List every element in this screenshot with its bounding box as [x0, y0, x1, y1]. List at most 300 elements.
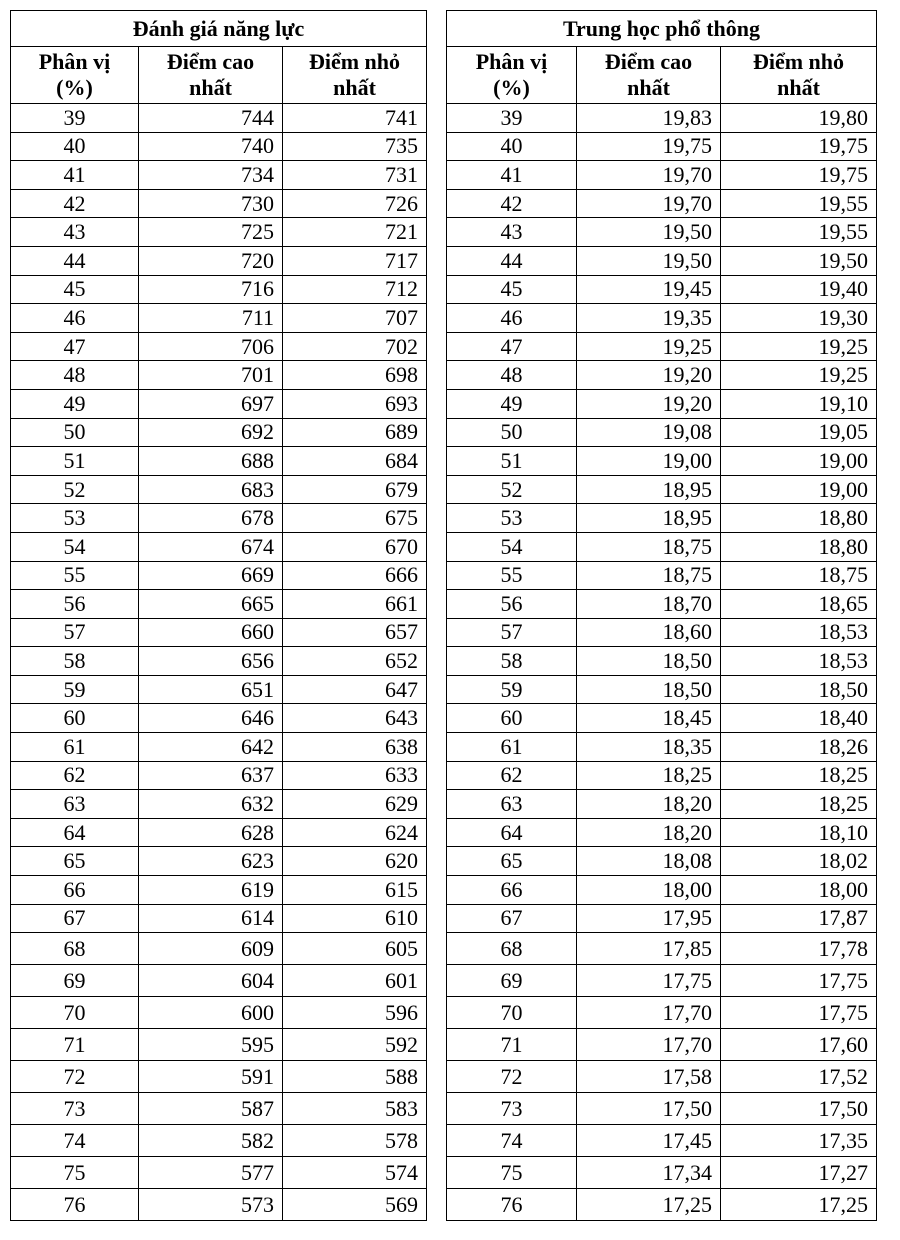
max-score-cell: 17,45 — [577, 1125, 721, 1157]
table-row — [447, 189, 877, 218]
max-score-cell: 660 — [139, 618, 283, 647]
percentile-cell: 56 — [11, 590, 139, 619]
max-score-cell: 678 — [139, 504, 283, 533]
table-row — [447, 246, 877, 275]
percentile-cell: 45 — [11, 275, 139, 304]
max-score-cell: 628 — [139, 818, 283, 847]
min-score-cell: 17,60 — [721, 1029, 877, 1061]
min-score-cell: 679 — [283, 475, 427, 504]
max-score-cell: 19,70 — [577, 161, 721, 190]
min-score-cell: 18,00 — [721, 876, 877, 905]
max-score-cell: 19,50 — [577, 246, 721, 275]
percentile-cell: 48 — [11, 361, 139, 390]
table-row — [447, 332, 877, 361]
min-score-cell: 624 — [283, 818, 427, 847]
table-row — [447, 532, 877, 561]
percentile-cell: 72 — [447, 1061, 577, 1093]
percentile-cell: 58 — [447, 647, 577, 676]
min-score-cell: 19,25 — [721, 361, 877, 390]
min-score-cell: 605 — [283, 933, 427, 965]
table-row — [11, 704, 427, 733]
max-score-cell: 18,50 — [577, 647, 721, 676]
min-score-cell: 569 — [283, 1189, 427, 1221]
min-score-cell: 633 — [283, 761, 427, 790]
max-score-cell: 17,85 — [577, 933, 721, 965]
min-score-cell: 17,87 — [721, 904, 877, 933]
percentile-cell: 73 — [11, 1093, 139, 1125]
max-score-cell: 582 — [139, 1125, 283, 1157]
table-row — [447, 647, 877, 676]
max-score-cell: 19,20 — [577, 361, 721, 390]
max-score-cell: 17,50 — [577, 1093, 721, 1125]
max-score-cell: 619 — [139, 876, 283, 905]
table-row — [11, 561, 427, 590]
min-score-cell: 721 — [283, 218, 427, 247]
percentile-cell: 57 — [11, 618, 139, 647]
max-score-cell: 587 — [139, 1093, 283, 1125]
min-score-cell: 596 — [283, 997, 427, 1029]
min-score-cell: 698 — [283, 361, 427, 390]
max-score-cell: 669 — [139, 561, 283, 590]
min-score-cell: 610 — [283, 904, 427, 933]
max-score-cell: 697 — [139, 389, 283, 418]
table-row — [447, 590, 877, 619]
percentile-cell: 75 — [11, 1157, 139, 1189]
table-row — [447, 790, 877, 819]
percentile-cell: 71 — [447, 1029, 577, 1061]
min-score-cell: 675 — [283, 504, 427, 533]
max-score-cell: 18,95 — [577, 504, 721, 533]
table-row — [11, 1093, 427, 1125]
max-score-cell: 632 — [139, 790, 283, 819]
table-row — [447, 1125, 877, 1157]
thpt-table — [446, 10, 877, 1221]
percentile-cell: 69 — [447, 965, 577, 997]
percentile-cell: 59 — [447, 675, 577, 704]
min-score-cell: 592 — [283, 1029, 427, 1061]
min-score-cell: 735 — [283, 132, 427, 161]
min-score-cell: 19,05 — [721, 418, 877, 447]
max-score-cell: 18,75 — [577, 532, 721, 561]
max-score-cell: 19,75 — [577, 132, 721, 161]
min-score-cell: 18,75 — [721, 561, 877, 590]
max-score-cell: 17,70 — [577, 997, 721, 1029]
percentile-cell: 62 — [11, 761, 139, 790]
min-score-cell: 731 — [283, 161, 427, 190]
percentile-cell: 43 — [11, 218, 139, 247]
table-row — [11, 675, 427, 704]
min-score-cell: 657 — [283, 618, 427, 647]
min-score-cell: 726 — [283, 189, 427, 218]
thpt-header-max-score: Điểm cao nhất — [577, 47, 721, 104]
min-score-cell: 707 — [283, 304, 427, 333]
min-score-cell: 647 — [283, 675, 427, 704]
percentile-cell: 46 — [11, 304, 139, 333]
percentile-cell: 47 — [11, 332, 139, 361]
max-score-cell: 18,25 — [577, 761, 721, 790]
percentile-cell: 44 — [447, 246, 577, 275]
min-score-cell: 19,50 — [721, 246, 877, 275]
table-row — [11, 647, 427, 676]
table-row — [447, 876, 877, 905]
percentile-cell: 74 — [11, 1125, 139, 1157]
percentile-cell: 48 — [447, 361, 577, 390]
table-row — [447, 218, 877, 247]
max-score-cell: 623 — [139, 847, 283, 876]
min-score-cell: 19,40 — [721, 275, 877, 304]
max-score-cell: 614 — [139, 904, 283, 933]
max-score-cell: 19,08 — [577, 418, 721, 447]
min-score-cell: 583 — [283, 1093, 427, 1125]
table-row — [11, 1157, 427, 1189]
percentile-cell: 66 — [447, 876, 577, 905]
percentile-cell: 68 — [447, 933, 577, 965]
percentile-cell: 66 — [11, 876, 139, 905]
min-score-cell: 578 — [283, 1125, 427, 1157]
max-score-cell: 701 — [139, 361, 283, 390]
table-row — [447, 904, 877, 933]
max-score-cell: 18,50 — [577, 675, 721, 704]
min-score-cell: 588 — [283, 1061, 427, 1093]
table-row — [11, 1061, 427, 1093]
max-score-cell: 18,20 — [577, 790, 721, 819]
table-row — [11, 332, 427, 361]
max-score-cell: 744 — [139, 104, 283, 133]
min-score-cell: 17,78 — [721, 933, 877, 965]
table-row — [447, 1189, 877, 1221]
min-score-cell: 741 — [283, 104, 427, 133]
percentile-cell: 65 — [11, 847, 139, 876]
table-row — [11, 1125, 427, 1157]
table-row — [447, 1061, 877, 1093]
min-score-cell: 19,00 — [721, 475, 877, 504]
percentile-cell: 46 — [447, 304, 577, 333]
table-row — [11, 761, 427, 790]
table-row — [11, 818, 427, 847]
table-row — [11, 161, 427, 190]
max-score-cell: 18,45 — [577, 704, 721, 733]
percentile-cell: 59 — [11, 675, 139, 704]
min-score-cell: 652 — [283, 647, 427, 676]
percentile-cell: 39 — [447, 104, 577, 133]
percentile-cell: 72 — [11, 1061, 139, 1093]
table-row — [11, 246, 427, 275]
percentile-cell: 67 — [447, 904, 577, 933]
table-row — [11, 475, 427, 504]
min-score-cell: 18,53 — [721, 647, 877, 676]
max-score-cell: 692 — [139, 418, 283, 447]
max-score-cell: 19,20 — [577, 389, 721, 418]
percentile-cell: 64 — [447, 818, 577, 847]
table-row — [11, 304, 427, 333]
min-score-cell: 615 — [283, 876, 427, 905]
table-row — [447, 561, 877, 590]
min-score-cell: 702 — [283, 332, 427, 361]
percentile-cell: 74 — [447, 1125, 577, 1157]
percentile-cell: 63 — [447, 790, 577, 819]
table-row — [447, 418, 877, 447]
percentile-cell: 50 — [11, 418, 139, 447]
max-score-cell: 740 — [139, 132, 283, 161]
min-score-cell: 620 — [283, 847, 427, 876]
percentile-cell: 76 — [11, 1189, 139, 1221]
min-score-cell: 19,30 — [721, 304, 877, 333]
percentile-cell: 76 — [447, 1189, 577, 1221]
table-row — [447, 389, 877, 418]
max-score-cell: 646 — [139, 704, 283, 733]
max-score-cell: 19,00 — [577, 447, 721, 476]
min-score-cell: 17,35 — [721, 1125, 877, 1157]
min-score-cell: 670 — [283, 532, 427, 561]
table-row — [11, 389, 427, 418]
percentile-cell: 62 — [447, 761, 577, 790]
percentile-cell: 70 — [11, 997, 139, 1029]
percentile-cell: 67 — [11, 904, 139, 933]
min-score-cell: 643 — [283, 704, 427, 733]
max-score-cell: 18,00 — [577, 876, 721, 905]
min-score-cell: 18,80 — [721, 532, 877, 561]
max-score-cell: 573 — [139, 1189, 283, 1221]
table-row — [447, 733, 877, 762]
table-row — [447, 1157, 877, 1189]
percentile-cell: 64 — [11, 818, 139, 847]
min-score-cell: 18,02 — [721, 847, 877, 876]
max-score-cell: 17,70 — [577, 1029, 721, 1061]
percentile-cell: 41 — [11, 161, 139, 190]
percentile-cell: 47 — [447, 332, 577, 361]
table-row — [447, 447, 877, 476]
percentile-cell: 65 — [447, 847, 577, 876]
percentile-cell: 58 — [11, 647, 139, 676]
table-row — [11, 904, 427, 933]
min-score-cell: 601 — [283, 965, 427, 997]
table-row — [447, 1029, 877, 1061]
table-row — [447, 475, 877, 504]
max-score-cell: 18,95 — [577, 475, 721, 504]
min-score-cell: 629 — [283, 790, 427, 819]
table-row — [11, 504, 427, 533]
percentile-cell: 40 — [11, 132, 139, 161]
percentile-cell: 56 — [447, 590, 577, 619]
thpt-body — [447, 104, 877, 1221]
max-score-cell: 725 — [139, 218, 283, 247]
percentile-cell: 60 — [11, 704, 139, 733]
max-score-cell: 19,83 — [577, 104, 721, 133]
min-score-cell: 17,52 — [721, 1061, 877, 1093]
dgnl-table — [10, 10, 427, 1221]
percentile-cell: 39 — [11, 104, 139, 133]
thpt-header-min-score: Điểm nhỏ nhất — [721, 47, 877, 104]
table-row — [447, 275, 877, 304]
max-score-cell: 609 — [139, 933, 283, 965]
percentile-cell: 42 — [11, 189, 139, 218]
max-score-cell: 720 — [139, 246, 283, 275]
max-score-cell: 716 — [139, 275, 283, 304]
percentile-cell: 60 — [447, 704, 577, 733]
max-score-cell: 665 — [139, 590, 283, 619]
max-score-cell: 18,35 — [577, 733, 721, 762]
min-score-cell: 19,00 — [721, 447, 877, 476]
percentile-cell: 61 — [11, 733, 139, 762]
min-score-cell: 17,75 — [721, 997, 877, 1029]
table-row — [447, 675, 877, 704]
min-score-cell: 717 — [283, 246, 427, 275]
table-row — [11, 847, 427, 876]
min-score-cell: 19,25 — [721, 332, 877, 361]
max-score-cell: 600 — [139, 997, 283, 1029]
min-score-cell: 18,53 — [721, 618, 877, 647]
min-score-cell: 18,26 — [721, 733, 877, 762]
table-row — [11, 590, 427, 619]
table-row — [447, 847, 877, 876]
max-score-cell: 18,20 — [577, 818, 721, 847]
table-row — [11, 418, 427, 447]
min-score-cell: 19,55 — [721, 218, 877, 247]
table-row — [11, 189, 427, 218]
min-score-cell: 18,50 — [721, 675, 877, 704]
table-row — [11, 618, 427, 647]
percentile-cell: 41 — [447, 161, 577, 190]
min-score-cell: 661 — [283, 590, 427, 619]
percentile-cell: 51 — [11, 447, 139, 476]
percentile-cell: 68 — [11, 933, 139, 965]
max-score-cell: 683 — [139, 475, 283, 504]
table-row — [11, 104, 427, 133]
percentile-cell: 54 — [11, 532, 139, 561]
percentile-cell: 42 — [447, 189, 577, 218]
max-score-cell: 642 — [139, 733, 283, 762]
min-score-cell: 18,25 — [721, 790, 877, 819]
table-row — [447, 618, 877, 647]
max-score-cell: 656 — [139, 647, 283, 676]
min-score-cell: 18,25 — [721, 761, 877, 790]
max-score-cell: 19,50 — [577, 218, 721, 247]
table-row — [447, 104, 877, 133]
table-row — [447, 965, 877, 997]
min-score-cell: 19,80 — [721, 104, 877, 133]
max-score-cell: 577 — [139, 1157, 283, 1189]
min-score-cell: 17,75 — [721, 965, 877, 997]
percentile-cell: 49 — [447, 389, 577, 418]
table-row — [11, 447, 427, 476]
min-score-cell: 18,80 — [721, 504, 877, 533]
table-row — [447, 304, 877, 333]
max-score-cell: 730 — [139, 189, 283, 218]
percentile-cell: 57 — [447, 618, 577, 647]
min-score-cell: 638 — [283, 733, 427, 762]
max-score-cell: 734 — [139, 161, 283, 190]
max-score-cell: 688 — [139, 447, 283, 476]
min-score-cell: 684 — [283, 447, 427, 476]
max-score-cell: 18,08 — [577, 847, 721, 876]
table-row — [11, 997, 427, 1029]
table-row — [447, 132, 877, 161]
table-row — [11, 532, 427, 561]
dgnl-header-min-score: Điểm nhỏ nhất — [283, 47, 427, 104]
table-row — [447, 704, 877, 733]
max-score-cell: 591 — [139, 1061, 283, 1093]
max-score-cell: 19,70 — [577, 189, 721, 218]
min-score-cell: 18,65 — [721, 590, 877, 619]
max-score-cell: 17,34 — [577, 1157, 721, 1189]
max-score-cell: 17,75 — [577, 965, 721, 997]
min-score-cell: 17,50 — [721, 1093, 877, 1125]
percentile-cell: 53 — [447, 504, 577, 533]
min-score-cell: 17,25 — [721, 1189, 877, 1221]
percentile-cell: 54 — [447, 532, 577, 561]
thpt-header-percentile: Phân vị (%) — [447, 47, 577, 104]
percentile-cell: 53 — [11, 504, 139, 533]
table-row — [11, 876, 427, 905]
percentile-cell: 55 — [447, 561, 577, 590]
percentile-cell: 50 — [447, 418, 577, 447]
min-score-cell: 689 — [283, 418, 427, 447]
table-row — [11, 1029, 427, 1061]
table-row — [447, 818, 877, 847]
dgnl-title: Đánh giá năng lực — [11, 11, 427, 47]
max-score-cell: 19,35 — [577, 304, 721, 333]
min-score-cell: 18,10 — [721, 818, 877, 847]
min-score-cell: 666 — [283, 561, 427, 590]
percentile-cell: 61 — [447, 733, 577, 762]
table-row — [11, 733, 427, 762]
percentile-cell: 70 — [447, 997, 577, 1029]
max-score-cell: 19,25 — [577, 332, 721, 361]
table-row — [447, 504, 877, 533]
table-row — [11, 132, 427, 161]
max-score-cell: 17,25 — [577, 1189, 721, 1221]
max-score-cell: 18,60 — [577, 618, 721, 647]
percentile-cell: 69 — [11, 965, 139, 997]
percentile-cell: 55 — [11, 561, 139, 590]
percentile-cell: 71 — [11, 1029, 139, 1061]
table-row — [11, 361, 427, 390]
max-score-cell: 706 — [139, 332, 283, 361]
min-score-cell: 19,75 — [721, 161, 877, 190]
table-row — [447, 933, 877, 965]
max-score-cell: 17,58 — [577, 1061, 721, 1093]
percentile-cell: 52 — [11, 475, 139, 504]
thpt-title: Trung học phổ thông — [447, 11, 877, 47]
table-row — [11, 965, 427, 997]
min-score-cell: 712 — [283, 275, 427, 304]
max-score-cell: 604 — [139, 965, 283, 997]
table-row — [447, 1093, 877, 1125]
dgnl-header-percentile: Phân vị (%) — [11, 47, 139, 104]
max-score-cell: 637 — [139, 761, 283, 790]
percentile-cell: 44 — [11, 246, 139, 275]
dgnl-header-max-score: Điểm cao nhất — [139, 47, 283, 104]
dgnl-body — [11, 104, 427, 1221]
table-row — [447, 761, 877, 790]
min-score-cell: 19,75 — [721, 132, 877, 161]
table-row — [11, 275, 427, 304]
table-row — [11, 933, 427, 965]
percentile-cell: 40 — [447, 132, 577, 161]
max-score-cell: 19,45 — [577, 275, 721, 304]
max-score-cell: 674 — [139, 532, 283, 561]
min-score-cell: 18,40 — [721, 704, 877, 733]
table-row — [447, 161, 877, 190]
percentile-cell: 63 — [11, 790, 139, 819]
percentile-cell: 51 — [447, 447, 577, 476]
table-row — [11, 790, 427, 819]
max-score-cell: 18,70 — [577, 590, 721, 619]
table-row — [447, 361, 877, 390]
min-score-cell: 693 — [283, 389, 427, 418]
percentile-cell: 52 — [447, 475, 577, 504]
min-score-cell: 19,55 — [721, 189, 877, 218]
